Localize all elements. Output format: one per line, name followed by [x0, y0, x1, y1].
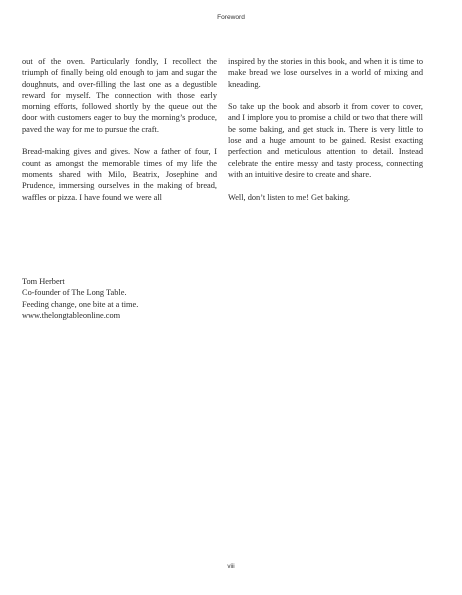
body-paragraph: Well, don’t listen to me! Get baking. [228, 192, 350, 202]
body-paragraph: So take up the book and absorb it from cover to cover, and I implore you to promise a child or two that there will be some baking, and get stuck in. There is very little to lose and a huge amount to be gained. Resist exacting perfection and meticulous attention to detail. Instead celebrate the entire messy and tasty process, connecting with an intuitive desire to create and share. [228, 102, 423, 179]
author-tagline: Feeding change, one bite at a time. [22, 299, 139, 309]
body-paragraph: inspired by the stories in this book, and when it is time to make bread we lose ourselves in a world of mixing and kneading. [228, 57, 423, 89]
page-number: viii [227, 563, 235, 570]
author-name: Tom Herbert [22, 277, 65, 286]
left-text-column [22, 56, 217, 214]
author-role: Co-founder of The Long Table. [22, 288, 127, 298]
body-paragraph: Bread-making gives and gives. Now a father of four, I count as amongst the memorable times of my life the moments shared with Milo, Beatrix, Josephine and Prudence, immersing ourselves in the making of bread, waffles or pizza. I have found we were all [22, 147, 217, 202]
author-signature-block [22, 276, 222, 321]
running-head-title: Foreword [217, 14, 245, 21]
right-text-column [228, 56, 423, 214]
author-website: www.thelongtableonline.com [22, 310, 121, 320]
body-paragraph: out of the oven. Particularly fondly, I recollect the triumph of finally being old enough to jam and sugar the doughnuts, and over-filling the last one as a degustible reward for myself. The connection with those early morning efforts, followed shortly by the queue out the door with customers eager to buy the morning’s produce, paved the way for me to pursue the craft. [22, 57, 217, 134]
